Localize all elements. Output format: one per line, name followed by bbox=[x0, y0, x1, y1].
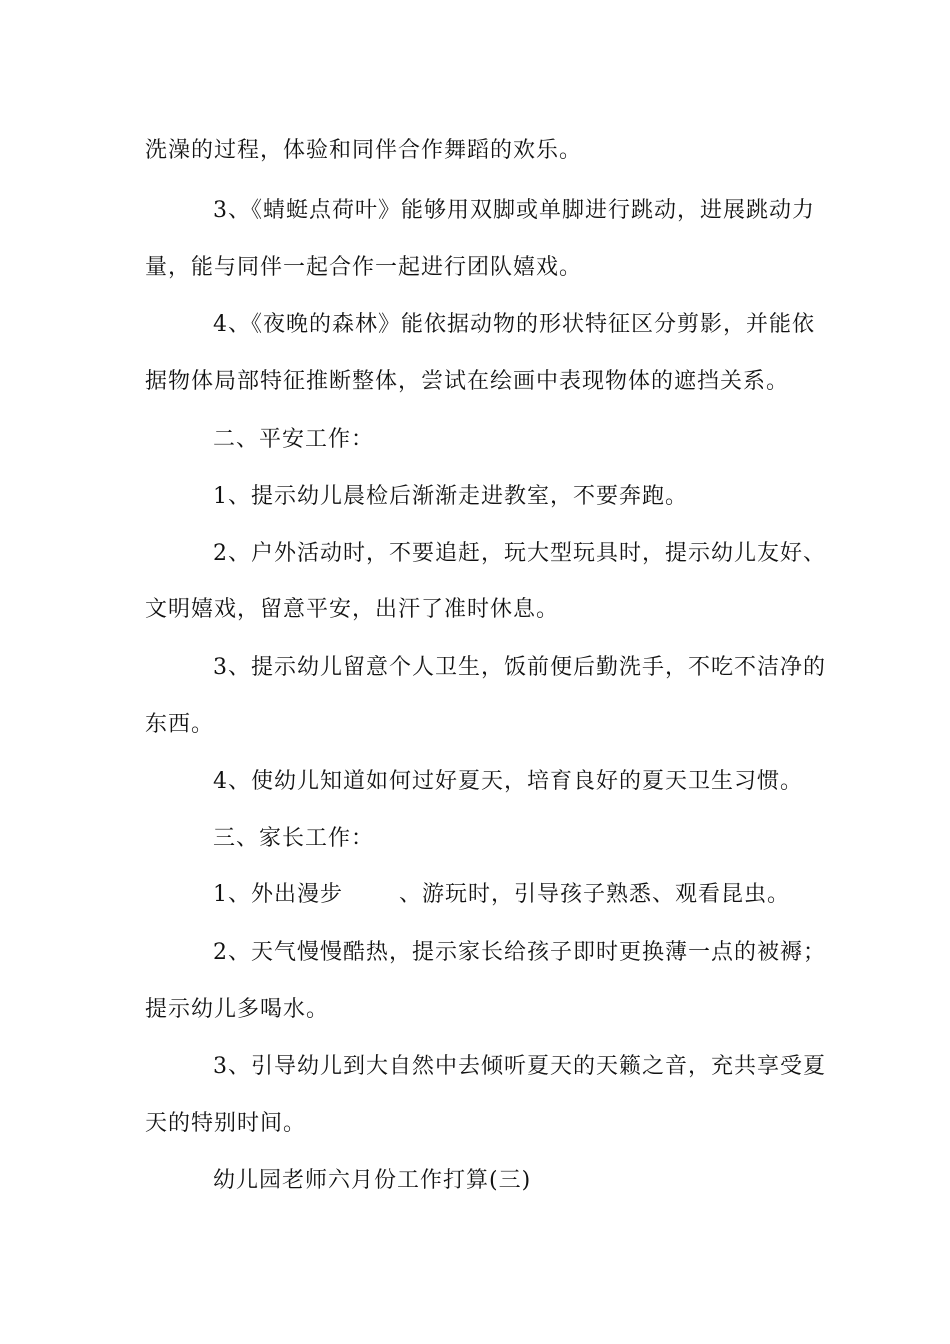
section-title: 幼儿园老师六月份工作打算(三) bbox=[213, 1168, 532, 1193]
paragraph-line: 2、天气慢慢酷热，提示家长给孩子即时更换薄一点的被褥； bbox=[213, 940, 826, 965]
paragraph-line: 3、引导幼儿到大自然中去倾听夏天的天籁之音，充共享受夏 bbox=[213, 1054, 826, 1079]
section-heading: 三、家长工作： bbox=[213, 826, 375, 851]
paragraph-line: 天的特别时间。 bbox=[145, 1111, 307, 1136]
paragraph-line: 量，能与同伴一起合作一起进行团队嬉戏。 bbox=[145, 255, 583, 280]
paragraph-line: 4、使幼儿知道如何过好夏天，培育良好的夏天卫生习惯。 bbox=[213, 769, 803, 794]
paragraph-line: 洗澡的过程，体验和同伴合作舞蹈的欢乐。 bbox=[145, 138, 583, 163]
paragraph-line: 1、提示幼儿晨检后渐渐走进教室，不要奔跑。 bbox=[213, 484, 688, 509]
paragraph-line: 4、《夜晚的森林》能依据动物的形状特征区分剪影，并能依 bbox=[213, 312, 815, 337]
paragraph-line: 2、户外活动时，不要追赶，玩大型玩具时，提示幼儿友好、 bbox=[213, 541, 826, 566]
paragraph-line bbox=[213, 880, 790, 910]
paragraph-line: 东西。 bbox=[145, 712, 215, 737]
paragraph-line: 3、提示幼儿留意个人卫生，饭前便后勤洗手，不吃不洁净的 bbox=[213, 655, 826, 680]
paragraph-line: 文明嬉戏，留意平安，出汗了准时休息。 bbox=[145, 597, 560, 622]
parent-item-1-start: 1、外出漫步 bbox=[213, 882, 343, 907]
paragraph-line: 3、《蜻蜓点荷叶》能够用双脚或单脚进行跳动，进展跳动力 bbox=[213, 198, 815, 223]
paragraph-line: 提示幼儿多喝水。 bbox=[145, 997, 330, 1022]
parent-item-1-end: 、游玩时，引导孩子熟悉、观看昆虫。 bbox=[399, 882, 791, 907]
paragraph-line: 据物体局部特征推断整体，尝试在绘画中表现物体的遮挡关系。 bbox=[145, 369, 790, 394]
section-heading: 二、平安工作： bbox=[213, 427, 375, 452]
